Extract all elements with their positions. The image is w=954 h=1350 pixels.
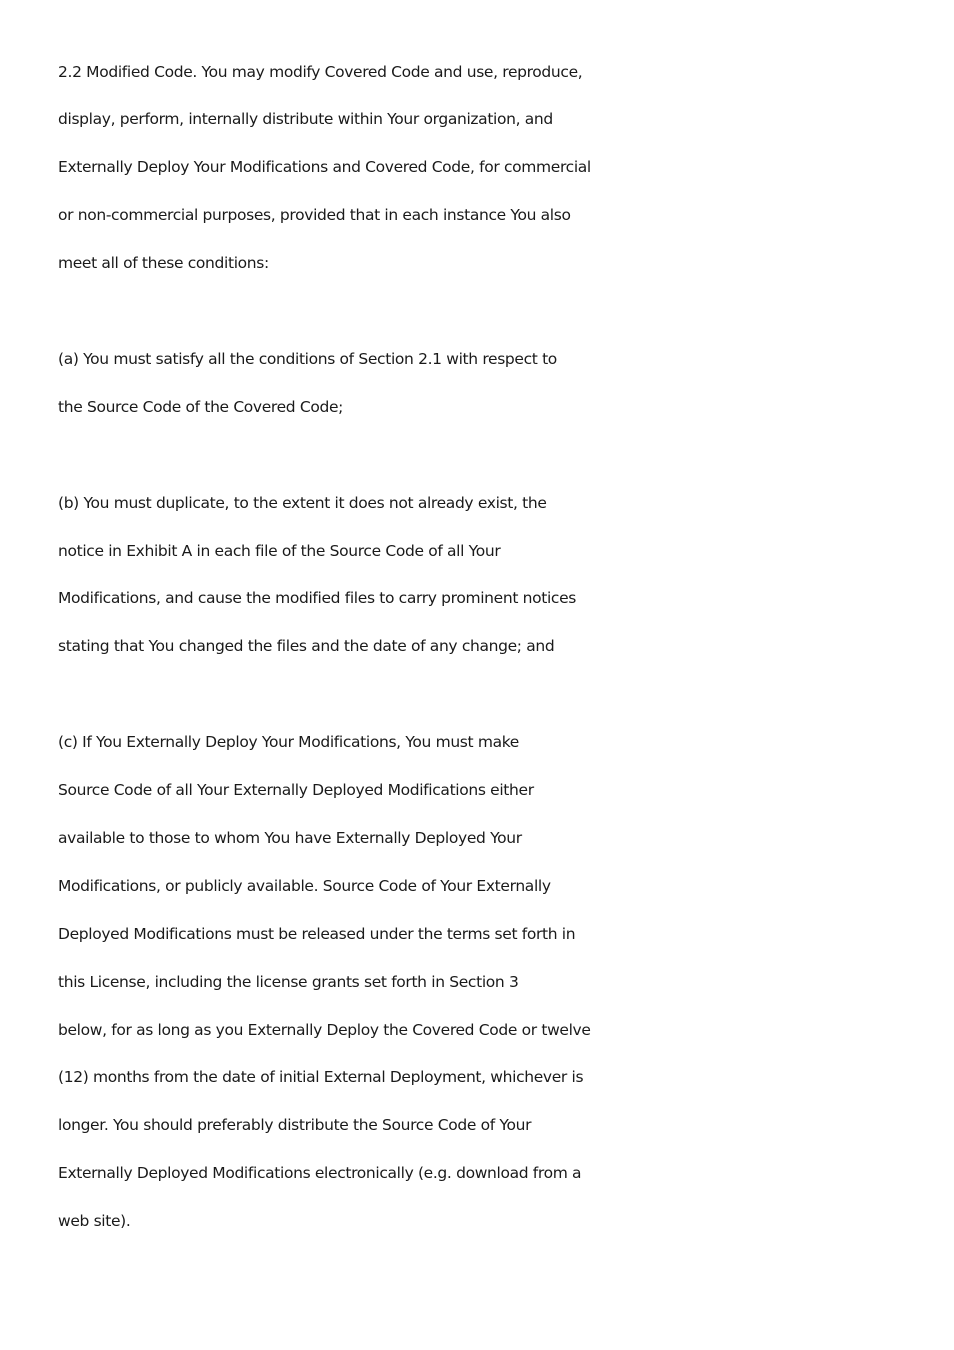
clause-c-line-5: Deployed Modifications must be released under the terms set forth in xyxy=(58,925,576,943)
clause-c-line-8: (12) months from the date of initial External Deployment, whichever is xyxy=(58,1068,584,1086)
section-2-2-line-3: Externally Deploy Your Modifications and Covered Code, for commercial xyxy=(58,158,591,176)
clause-b-line-3: Modifications, and cause the modified files to carry prominent notices xyxy=(58,589,576,607)
clause-b-line-4: stating that You changed the files and the date of any change; and xyxy=(58,637,555,655)
section-2-2-line-4: or non-commercial purposes, provided that in each instance You also xyxy=(58,206,571,224)
clause-c-line-6: this License, including the license grants set forth in Section 3 xyxy=(58,973,519,991)
clause-c-line-3: available to those to whom You have Externally Deployed Your xyxy=(58,829,522,847)
clause-a-line-2: the Source Code of the Covered Code; xyxy=(58,398,344,416)
section-2-2-line-5: meet all of these conditions: xyxy=(58,254,269,272)
clause-b-line-2: notice in Exhibit A in each file of the Source Code of all Your xyxy=(58,542,501,560)
clause-b-line-1: (b) You must duplicate, to the extent it does not already exist, the xyxy=(58,494,547,512)
section-2-2-line-1: 2.2 Modified Code. You may modify Covered Code and use, reproduce, xyxy=(58,63,583,81)
clause-c-line-4: Modifications, or publicly available. Source Code of Your Externally xyxy=(58,877,551,895)
clause-a-line-1: (a) You must satisfy all the conditions of Section 2.1 with respect to xyxy=(58,350,557,368)
clause-c-line-2: Source Code of all Your Externally Deployed Modifications either xyxy=(58,781,534,799)
clause-c-line-7: below, for as long as you Externally Deploy the Covered Code or twelve xyxy=(58,1021,591,1039)
clause-c-line-9: longer. You should preferably distribute the Source Code of Your xyxy=(58,1116,532,1134)
clause-c-line-10: Externally Deployed Modifications electronically (e.g. download from a xyxy=(58,1164,582,1182)
clause-c-line-11: web site). xyxy=(58,1212,131,1230)
section-2-2-line-2: display, perform, internally distribute within Your organization, and xyxy=(58,110,553,128)
clause-c-line-1: (c) If You Externally Deploy Your Modifications, You must make xyxy=(58,733,519,751)
